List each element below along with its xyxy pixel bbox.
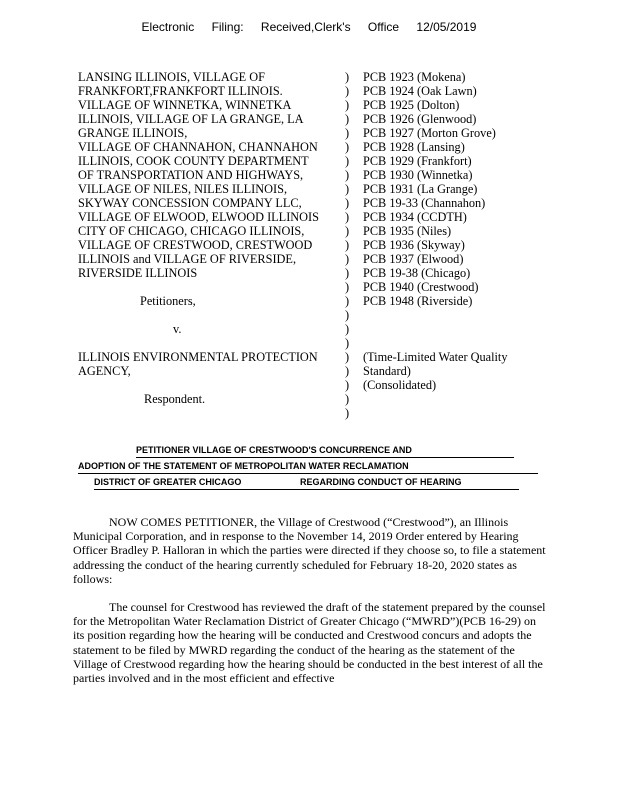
respondent-line: AGENCY,: [78, 364, 131, 378]
caption-parenthesis: ): [345, 336, 350, 350]
petitioner-line: VILLAGE OF CHANNAHON, CHANNAHON: [78, 140, 318, 154]
case-number: PCB 1931 (La Grange): [363, 182, 478, 196]
petitioner-line: GRANGE ILLINOIS,: [78, 126, 188, 140]
petitioner-line: ILLINOIS, VILLAGE OF LA GRANGE, LA: [78, 112, 304, 126]
parties-column: [78, 70, 346, 406]
caption-parenthesis: ): [345, 196, 350, 210]
caption-parenthesis: ): [345, 210, 350, 224]
petitioner-line: VILLAGE OF WINNETKA, WINNETKA: [78, 98, 292, 112]
paragraph-2: The counsel for Crestwood has reviewed the draft of the statement prepared by the counsel for the Metropolitan Water Reclamation District of Greater Chicago (“MWRD”)(PCB 16-29) on its position regarding how the hearing will be conducted and Crestwood concurs and adopts the statement to be filed by MWRD regarding the conduct of the hearing as the statement of the Village of Crestwood regarding how the hearing should be conducted in the best interest of all the parties involved and in the most efficient and effective: [73, 600, 546, 686]
caption-parenthesis: ): [345, 126, 350, 140]
petitioner-line: VILLAGE OF NILES, NILES ILLINOIS,: [78, 182, 288, 196]
case-number: PCB 1934 (CCDTH): [363, 210, 467, 224]
petitioner-line: VILLAGE OF ELWOOD, ELWOOD ILLINOIS: [78, 210, 319, 224]
case-number: PCB 1923 (Mokena): [363, 70, 466, 84]
petitioners-label: Petitioners,: [140, 294, 196, 308]
document-body: [73, 515, 548, 699]
caption-parenthesis: ): [345, 224, 350, 238]
petitioner-line: ILLINOIS, COOK COUNTY DEPARTMENT: [78, 154, 309, 168]
caption-parenthesis: ): [345, 238, 350, 252]
header-received: Received,Clerk's: [260, 20, 351, 34]
standard-line: Standard): [363, 364, 411, 378]
caption-parenthesis: ): [345, 294, 350, 308]
header-electronic: Electronic: [141, 20, 195, 34]
title-line-1: PETITIONER VILLAGE OF CRESTWOOD'S CONCURRENCE AND: [136, 445, 514, 458]
petitioner-line: RIVERSIDE ILLINOIS: [78, 266, 198, 280]
case-number: PCB 1925 (Dolton): [363, 98, 460, 112]
caption-parenthesis: ): [345, 266, 350, 280]
caption-parenthesis: ): [345, 70, 350, 84]
petitioner-line: OF TRANSPORTATION AND HIGHWAYS,: [78, 168, 304, 182]
petitioner-line: CITY OF CHICAGO, CHICAGO ILLINOIS,: [78, 224, 305, 238]
case-number: PCB 19-33 (Channahon): [363, 196, 486, 210]
caption-parenthesis: ): [345, 168, 350, 182]
standard-line: (Consolidated): [363, 378, 437, 392]
petitioner-line: FRANKFORT,FRANKFORT ILLINOIS.: [78, 84, 283, 98]
parenthesis-column: [345, 70, 355, 420]
caption-parenthesis: ): [345, 308, 350, 322]
case-number: PCB 19-38 (Chicago): [363, 266, 471, 280]
caption-parenthesis: ): [345, 252, 350, 266]
case-number: PCB 1930 (Winnetka): [363, 168, 473, 182]
caption-parenthesis: ): [345, 98, 350, 112]
case-number: PCB 1936 (Skyway): [363, 238, 465, 252]
caption-parenthesis: ): [345, 84, 350, 98]
caption-parenthesis: ): [345, 350, 350, 364]
case-number: PCB 1927 (Morton Grove): [363, 126, 496, 140]
caption-parenthesis: ): [345, 280, 350, 294]
case-number: PCB 1940 (Crestwood): [363, 280, 479, 294]
paragraph-1: NOW COMES PETITIONER, the Village of Crestwood (“Crestwood”), an Illinois Municipal Corporation, and in response to the November 14, 2019 Order entered by Hearing Officer Bradley P. Halloran in which the parties were directed if they choose so, to file a statement addressing the conduct of the hearing currently scheduled for February 18-20, 2020 states as follows:: [73, 515, 546, 586]
caption-parenthesis: ): [345, 322, 350, 336]
standard-line: (Time-Limited Water Quality: [363, 350, 508, 364]
header-date: 12/05/2019: [416, 20, 477, 34]
respondent-label: Respondent.: [144, 392, 206, 406]
caption-parenthesis: ): [345, 140, 350, 154]
title-line-3: [94, 477, 519, 490]
case-number: PCB 1928 (Lansing): [363, 140, 465, 154]
caption-parenthesis: ): [345, 182, 350, 196]
caption-parenthesis: ): [345, 154, 350, 168]
caption-parenthesis: ): [345, 364, 350, 378]
petitioner-line: SKYWAY CONCESSION COMPANY LLC,: [78, 196, 302, 210]
title-line-3a: DISTRICT OF GREATER CHICAGO: [94, 477, 242, 487]
case-number: PCB 1948 (Riverside): [363, 294, 473, 308]
petitioner-line: LANSING ILLINOIS, VILLAGE OF: [78, 70, 265, 84]
versus-label: v.: [173, 322, 182, 336]
case-numbers-column: [363, 70, 563, 392]
case-number: PCB 1926 (Glenwood): [363, 112, 477, 126]
title-line-2: ADOPTION OF THE STATEMENT OF METROPOLITAN WATER RECLAMATION: [78, 461, 538, 474]
petitioner-line: VILLAGE OF CRESTWOOD, CRESTWOOD: [78, 238, 313, 252]
header-office: Office: [367, 20, 400, 34]
filing-header: [0, 20, 618, 34]
case-number: PCB 1937 (Elwood): [363, 252, 464, 266]
caption-parenthesis: ): [345, 378, 350, 392]
case-number: PCB 1929 (Frankfort): [363, 154, 472, 168]
caption-parenthesis: ): [345, 392, 350, 406]
title-line-3b: REGARDING CONDUCT OF HEARING: [300, 477, 462, 487]
caption-parenthesis: ): [345, 112, 350, 126]
case-number: PCB 1935 (Niles): [363, 224, 452, 238]
respondent-line: ILLINOIS ENVIRONMENTAL PROTECTION: [78, 350, 318, 364]
petitioner-line: ILLINOIS and VILLAGE OF RIVERSIDE,: [78, 252, 297, 266]
header-filing: Filing:: [211, 20, 244, 34]
caption-parenthesis: ): [345, 406, 350, 420]
case-number: PCB 1924 (Oak Lawn): [363, 84, 477, 98]
